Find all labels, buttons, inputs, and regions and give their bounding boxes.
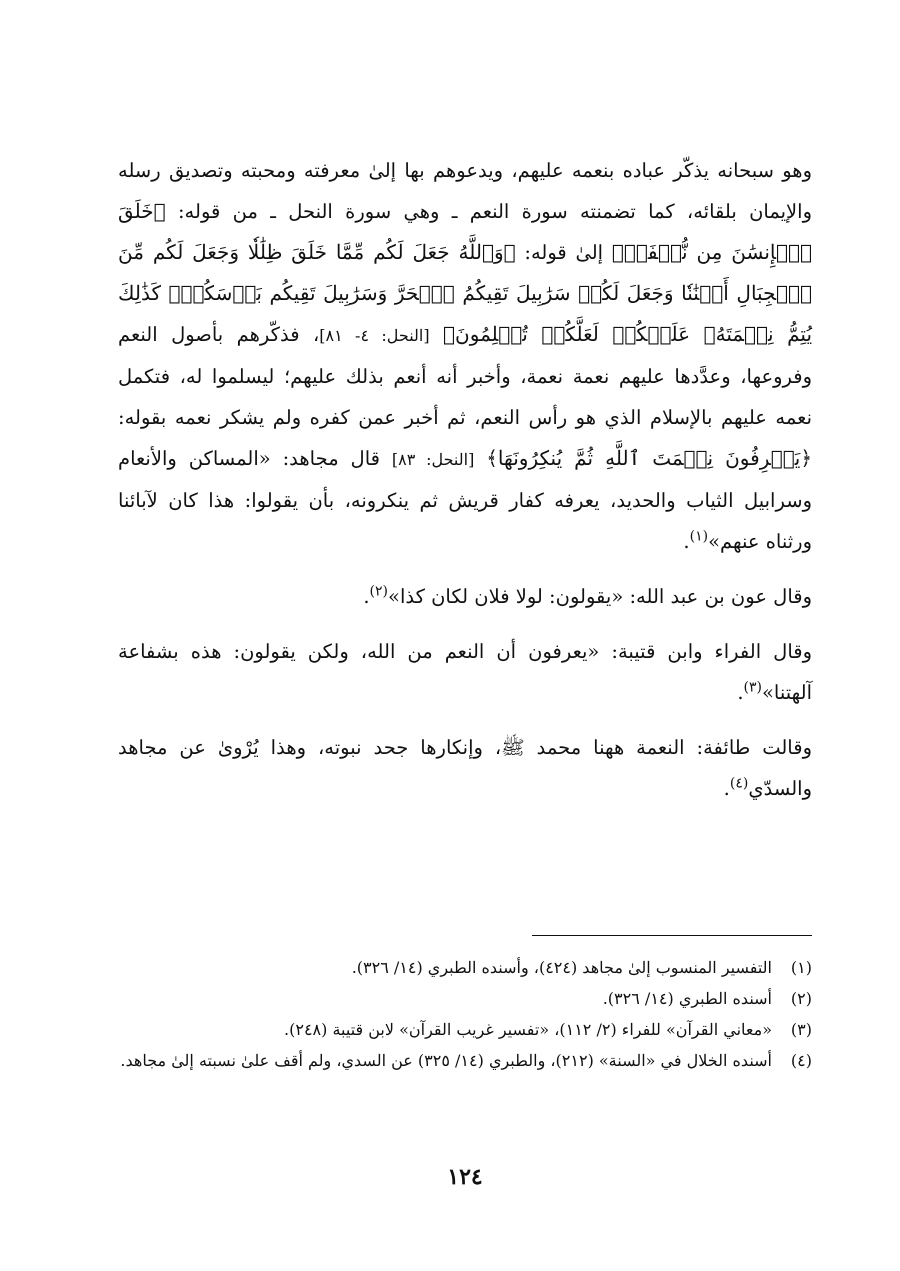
- period: .: [683, 530, 690, 553]
- footnotes-list: [118, 952, 812, 1076]
- footnote-ref-1[interactable]: (١): [689, 528, 709, 545]
- footnote-2: [118, 983, 812, 1014]
- footnote-ref-3[interactable]: (٣): [743, 679, 762, 696]
- book-page: [118, 150, 812, 1210]
- footnote-text: أسنده الطبري (١٤/ ٣٢٦).: [602, 989, 772, 1008]
- quran-open-bracket: ﴿: [800, 446, 813, 470]
- paragraph-2-text: وقال عون بن عبد الله: «يقولون: لولا فلان لكان كذا»: [388, 585, 812, 608]
- quran-close-bracket: ﴾: [443, 322, 456, 346]
- footnote-4: [118, 1045, 812, 1076]
- paragraph-1: [118, 150, 812, 562]
- footnote-number: (٣): [790, 1020, 812, 1039]
- paragraph-2: [118, 576, 812, 617]
- footnote-divider: [532, 935, 812, 936]
- footnote-number: (١): [790, 958, 812, 977]
- period: .: [737, 681, 744, 704]
- footnote-number: (٢): [790, 989, 812, 1008]
- footnote-1: [118, 952, 812, 983]
- quran-verse-b: وَٱللَّهُ جَعَلَ لَكُم مِّمَّا خَلَقَ ظِلَٰلٗا وَجَعَلَ لَكُم مِّنَ ٱلۡجِبَالِ أَكۡنَٰنٗا وَجَعَلَ لَكُمۡ سَرَٰبِيلَ تَقِيكُمُ ٱلۡحَرَّ وَسَرَٰبِيلَ تَقِيكُم بَأۡسَكُمۡۚ كَذَٰلِكَ يُتِمُّ نِعۡمَتَهُۥ عَلَيۡكُمۡ لَعَلَّكُمۡ تُسۡلِمُونَ: [118, 240, 813, 346]
- page-number: ١٢٤: [447, 1164, 483, 1190]
- to-his-saying: إلىٰ قوله:: [524, 241, 604, 264]
- footnote-text: التفسير المنسوب إلىٰ مجاهد (٤٢٤)، وأسنده الطبري (١٤/ ٣٢٦).: [351, 958, 772, 977]
- paragraph-4-text: وقالت طائفة: النعمة ههنا محمد ﷺ، وإنكارها جحد نبوته، وهذا يُرْوىٰ عن مجاهد والسدّي: [118, 736, 812, 800]
- quran-open-bracket: ﴿: [503, 240, 516, 264]
- footnote-ref-4[interactable]: (٤): [729, 775, 749, 792]
- footnote-text: أسنده الخلال في «السنة» (٢١٢)، والطبري (١٤/ ٣٢٥) عن السدي، ولم أقف علىٰ نسبته إلىٰ مجاهد.: [120, 1051, 772, 1070]
- paragraph-1-middle: ، فذكّرهم بأصول النعم وفروعها، وعدَّدها عليهم نعمة نعمة، وأخبر أنه أنعم بذلك عليهم؛ ليسلموا له، فتكمل نعمه عليهم بالإسلام الذي هو رأس النعم، ثم أخبر عمن كفره ولم يشكر نعمه بقوله:: [118, 323, 812, 429]
- paragraph-3: [118, 631, 812, 713]
- footnote-text: «معاني القرآن» للفراء (٢/ ١١٢)، «تفسير غريب القرآن» لابن قتيبة (٢٤٨).: [284, 1020, 772, 1039]
- footnote-3: [118, 1014, 812, 1045]
- quran-close-bracket: ﴾: [486, 446, 498, 470]
- paragraph-4: [118, 727, 812, 809]
- quran-verse-c: يَعۡرِفُونَ نِعۡمَتَ ٱللَّهِ ثُمَّ يُنكِرُونَهَا: [497, 446, 801, 470]
- period: .: [723, 777, 730, 800]
- period: .: [363, 585, 370, 608]
- paragraph-3-text: وقال الفراء وابن قتيبة: «يعرفون أن النعم من الله، ولكن يقولون: هذه بشفاعة آلهتنا»: [118, 640, 812, 704]
- verse-citation-2: [النحل: ٨٣]: [391, 450, 475, 469]
- quran-open-bracket: ﴿: [153, 199, 166, 223]
- paragraph-1-intro: وهو سبحانه يذكّر عباده بنعمه عليهم، ويدعوهم بها إلىٰ معرفته ومحبته وتصديق رسله والإيمان بلقائه، كما تضمنته سورة النعم ـ وهي سورة النحل ـ من قوله:: [118, 159, 812, 223]
- quran-verse-a: خَلَقَ ٱلۡإِنسَٰنَ مِن نُّطۡفَةٖ: [118, 199, 813, 264]
- verse-citation-1: [النحل: ٤- ٨١]: [319, 326, 430, 345]
- footnote-number: (٤): [790, 1051, 812, 1070]
- footnote-ref-2[interactable]: (٢): [369, 583, 389, 600]
- paragraph-1-end: قال مجاهد: «المساكن والأنعام وسرابيل الثياب والحديد، يعرفه كفار قريش ثم ينكرونه، بأن يقولوا: هذا كان لآبائنا ورثناه عنهم»: [118, 447, 812, 553]
- quran-close-bracket: ﴾: [611, 240, 624, 264]
